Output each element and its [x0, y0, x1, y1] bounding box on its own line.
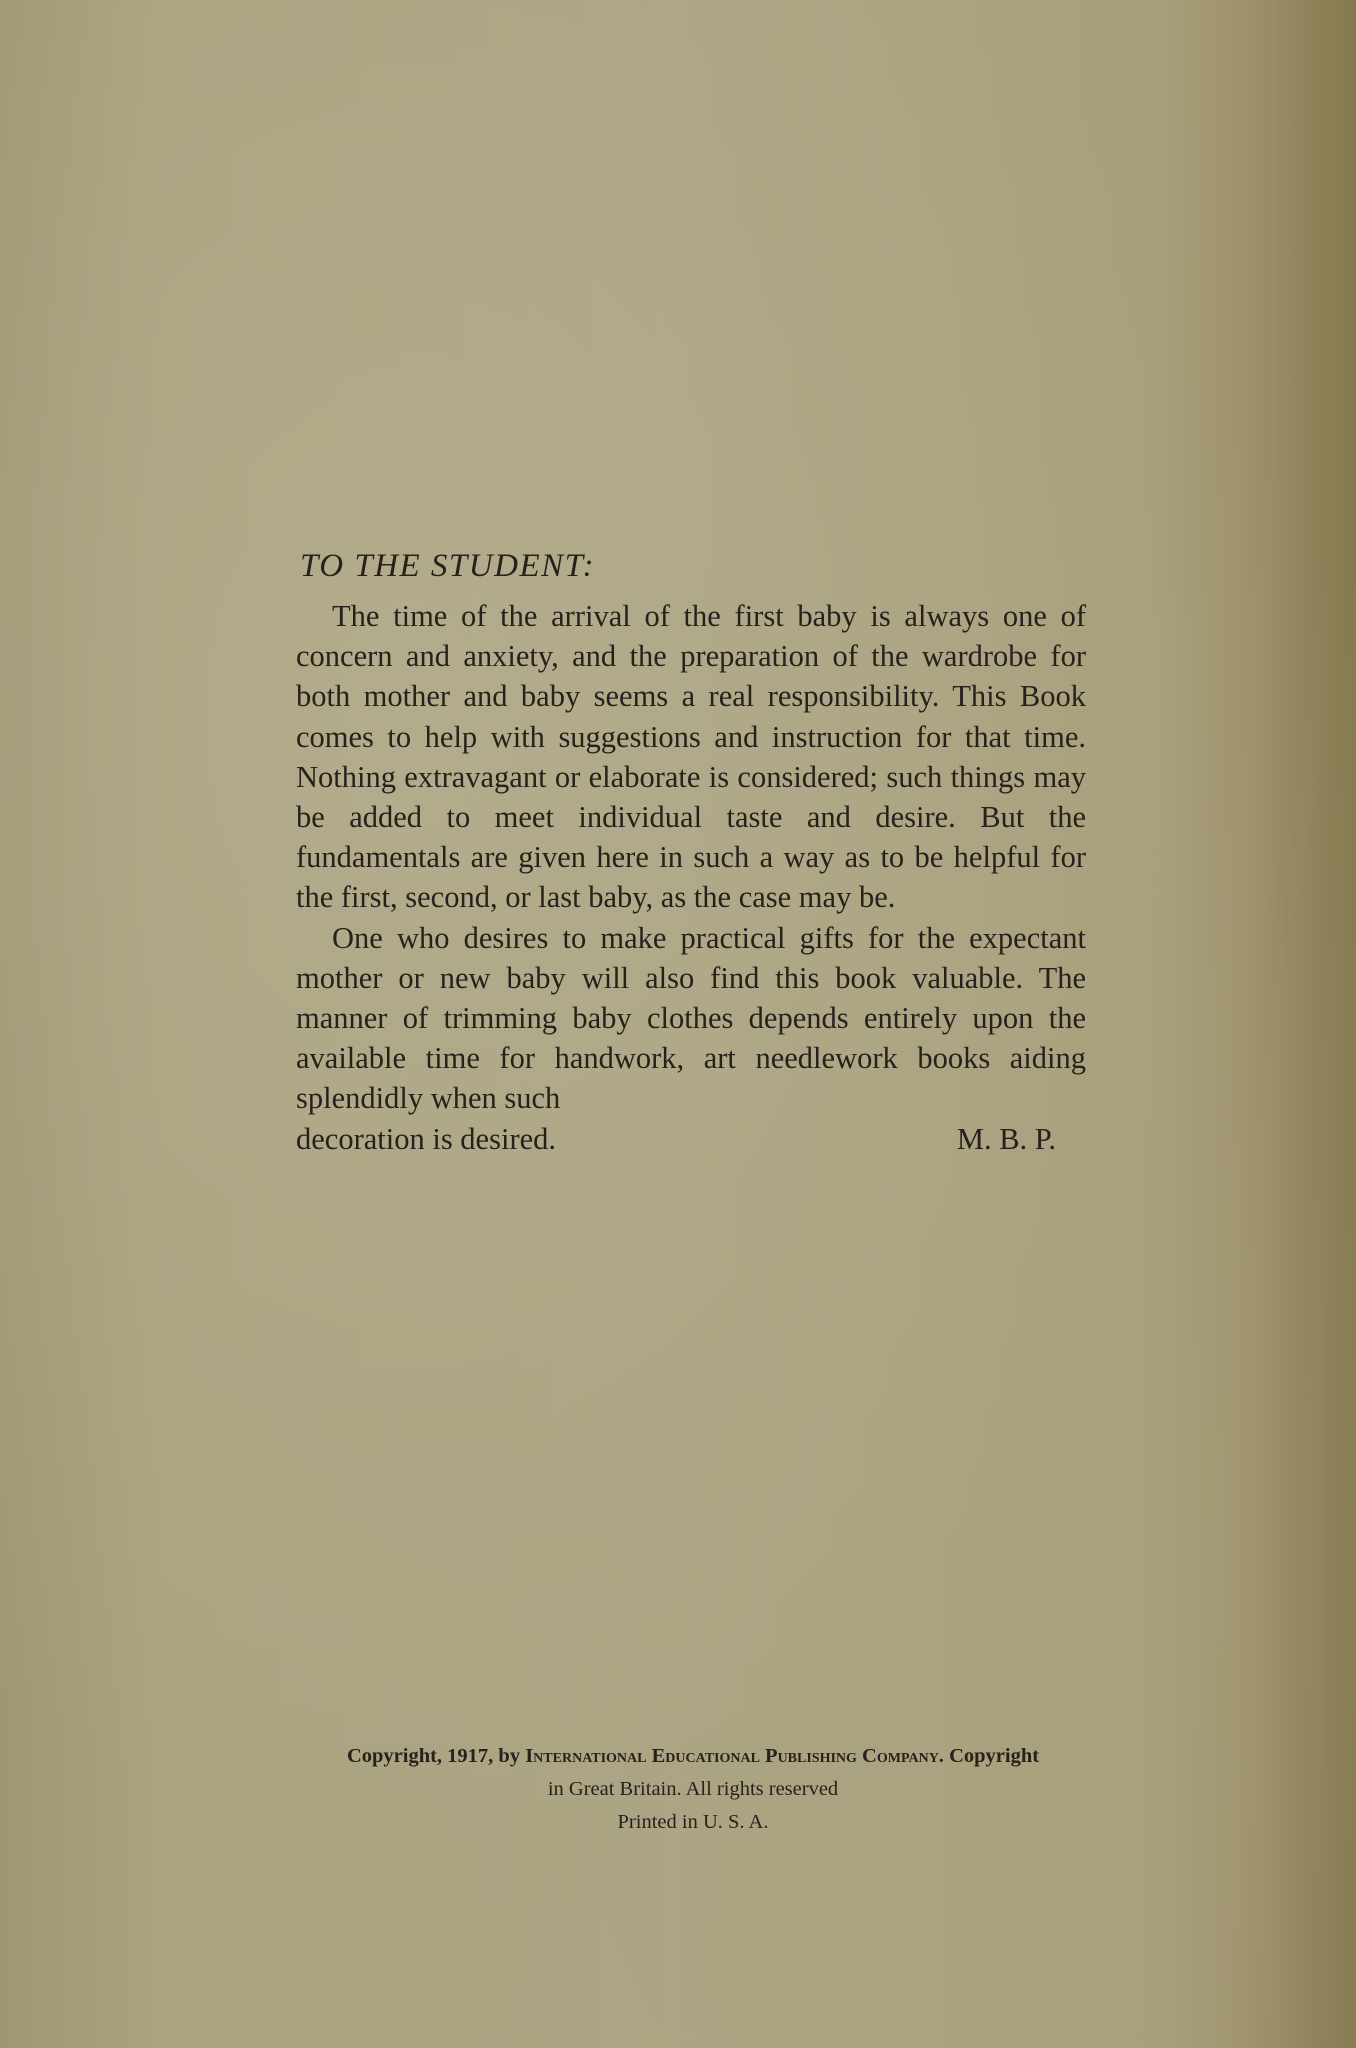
foreword-paragraph-2-text: One who desires to make practical gifts for the expectant mother or new baby will also find this book valuable. The manner of trimming baby clothes depends entirely upon the available time for handwork, art needlework books aiding splendidly when such	[296, 920, 1086, 1116]
copyright-prefix: Copyright, 1917, by	[346, 1745, 521, 1767]
foreword-closing-line	[296, 1119, 1086, 1159]
foreword-paragraph-2	[296, 918, 1086, 1119]
foreword-paragraph-2-end: decoration is desired.	[296, 1121, 557, 1156]
author-signature: M. B. P.	[956, 1121, 1056, 1156]
copyright-line-1	[228, 1740, 1158, 1773]
foreword-body	[296, 596, 1086, 1159]
foreword-paragraph-1: The time of the arrival of the first baby is always one of concern and anxiety, and the preparation of the wardrobe for both mother and baby seems a real responsibility. This Book comes to help with suggestions and instruction for that time. Nothing extravagant or elaborate is considered; such things may be added to meet individual taste and desire. But the fundamentals are given here in such a way as to be helpful for the first, second, or last baby, as the case may be.	[296, 599, 1086, 915]
copyright-notice	[228, 1740, 1158, 1839]
copyright-suffix: Copyright	[949, 1745, 1040, 1767]
binding-shadow	[1246, 0, 1356, 2048]
page-heading: TO THE STUDENT:	[300, 548, 596, 584]
copyright-line-3: Printed in U. S. A.	[617, 1811, 769, 1833]
publisher-name: International Educational Publishing Company.	[525, 1745, 944, 1767]
copyright-line-2: in Great Britain. All rights reserved	[547, 1778, 839, 1800]
